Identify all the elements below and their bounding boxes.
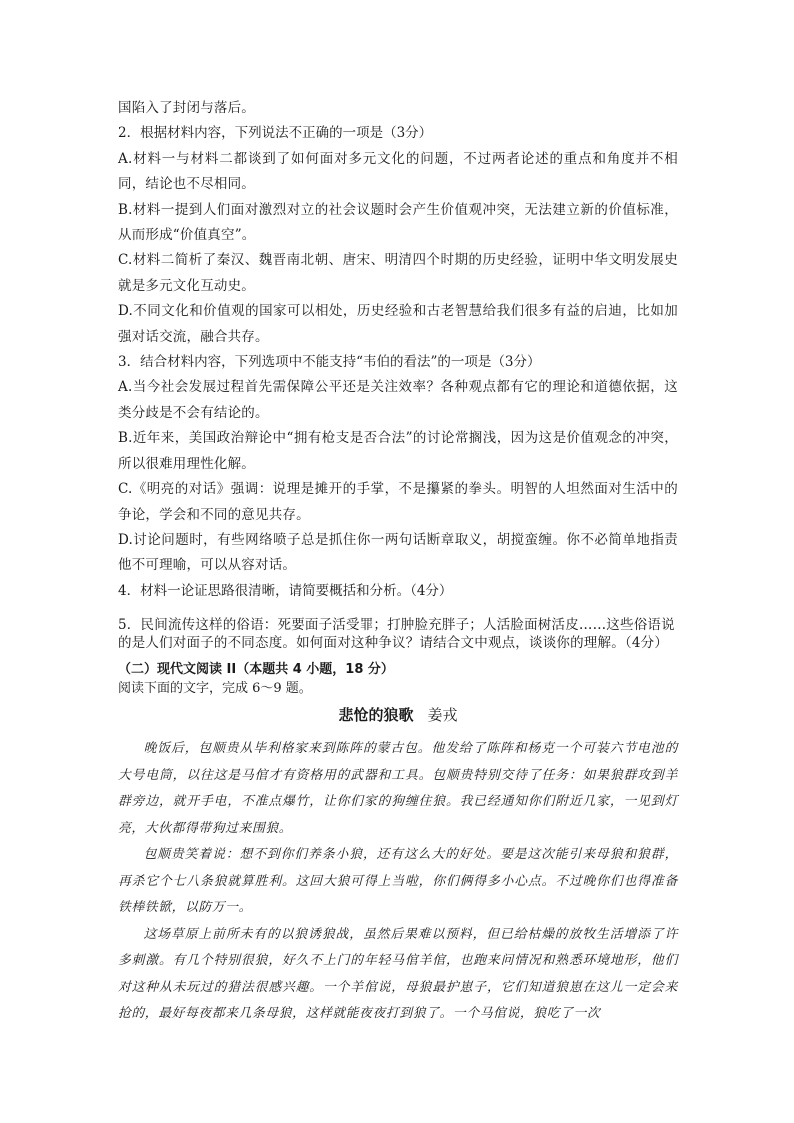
document-page	[118, 96, 678, 1028]
spacer	[118, 604, 678, 616]
story-body	[118, 736, 678, 1028]
question-5: 5．民间流传这样的俗语：死要面子活受罪；打肿脸充胖子；人活脸面树活皮……这些俗语说的是人们对面子的不同态度。如何面对这种争议？请结合文中观点，谈谈你的理解。（4分）	[118, 617, 675, 652]
question-block-top	[118, 96, 678, 604]
story-paragraph: 晚饭后，包顺贵从毕利格家来到陈阵的蒙古包。他发给了陈阵和杨克一个可装六节电池的大号电筒，以往这是马倌才有资格用的武器和工具。包顺贵特别交待了任务：如果狼群攻到羊群旁边，就开手电，不准点爆竹，让你们家的狗缠住狼。我已经通知你们附近几家，一见到灯亮，大伙都得带狗过来围狼。	[118, 741, 678, 836]
reading-instruction: 阅读下面的文字，完成 6～9 题。	[118, 681, 312, 697]
story-title: 悲怆的狼歌	[338, 706, 414, 725]
option-3b: B.近年来，美国政治辩论中“拥有枪支是否合法”的讨论常搁浅，因为这是价值观念的冲突，所以很难用理性化解。	[118, 430, 678, 472]
option-2a: A.材料一与材料二都谈到了如何面对多元文化的问题，不过两者论述的重点和角度并不相同，结论也不尽相同。	[118, 150, 678, 193]
question-4: 4．材料一论证思路很清晰，请简要概括和分析。（4分）	[118, 582, 453, 599]
story-title-row	[118, 702, 678, 728]
option-2c: C.材料二简析了秦汉、魏晋南北朝、唐宋、明清四个时期的历史经验，证明中华文明发展史就是多元文化互动史。	[118, 252, 678, 294]
option-2b: B.材料一提到人们面对激烈对立的社会议题时会产生价值观冲突，无法建立新的价值标准，从而形成“价值真空”。	[118, 201, 678, 244]
option-3c: C.《明亮的对话》强调：说理是摊开的手掌，不是攥紧的拳头。明智的人坦然面对生活中的争论，学会和不同的意见共存。	[118, 481, 678, 523]
question-3: 3．结合材料内容，下列选项中不能支持“韦伯的看法”的一项是（3分）	[118, 354, 541, 371]
story-paragraph: 这场草原上前所未有的以狼诱狼战，虽然后果难以预料，但已给枯燥的放牧生活增添了许多刺激。有几个特别很狼，好久不上门的年轻马倌羊倌，也跑来问情况和熟悉环境地形，他们对这种从未玩过的猎法很感兴趣。一个羊倌说，母狼最护崽子，它们知道狼崽在这儿一定会来抢的，最好每夜都来几条母狼，这样就能夜夜打到狼了。一个马倌说，狼吃了一次	[118, 926, 678, 1022]
option-3a: A.当今社会发展过程首先需保障公平还是关注效率？各种观点都有它的理论和道德依据，这类分歧是不会有结论的。	[118, 379, 678, 421]
question-2: 2．根据材料内容，下列说法不正确的一项是（3分）	[118, 125, 433, 142]
story-author: 姜戎	[427, 706, 458, 725]
section-heading: （二）现代文阅读 II（本题共 4 小题，18 分）	[118, 662, 394, 678]
story-paragraph: 包顺贵笑着说：想不到你们养条小狼，还有这么大的好处。要是这次能引来母狼和狼群，再杀它个七八条狼就算胜利。这回大狼可得上当啦，你们俩得多小心点。不过晚你们也得准备铁棒铁锨，以防万一。	[118, 847, 678, 916]
text-line: 国陷入了封闭与落后。	[118, 100, 255, 116]
option-3d: D.讨论问题时，有些网络喷子总是抓住你一两句话断章取义，胡搅蛮缠。你不必简单地指责他不可理喻，可以从容对话。	[118, 531, 678, 574]
option-2d: D.不同文化和价值观的国家可以相处，历史经验和古老智慧给我们很多有益的启迪，比如加强对话交流，融合共存。	[118, 303, 678, 345]
